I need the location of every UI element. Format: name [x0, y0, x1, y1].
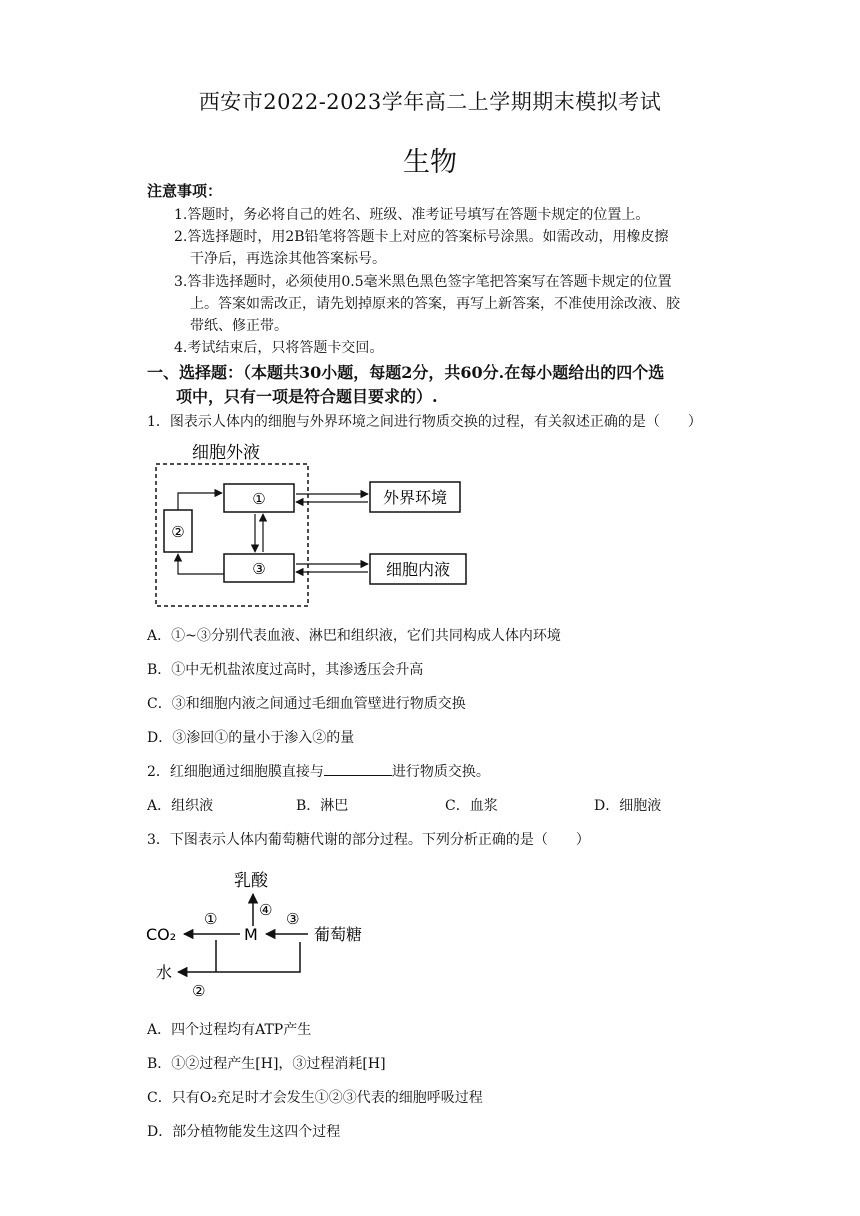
lactic-acid-label: 乳酸 — [234, 871, 268, 891]
question-1-option-c: C．③和细胞内液之间通过毛细血管壁进行物质交换 — [147, 696, 466, 712]
answer-blank — [324, 761, 392, 776]
question-2-option-a: A．组织液 — [147, 798, 214, 814]
question-2-option-c: C．血浆 — [445, 798, 498, 814]
box-3-label: ③ — [252, 560, 266, 578]
notice-item: 2.答选择题时，用2B铅笔将答题卡上对应的答案标号涂黑。如需改动，用橡皮擦 — [174, 229, 669, 245]
question-1-stem: 1．图表示人体内的细胞与外界环境之间进行物质交换的过程，有关叙述正确的是（ ） — [147, 414, 702, 430]
process-3-label: ③ — [286, 910, 300, 928]
extracellular-fluid-label: 细胞外液 — [192, 443, 260, 463]
question-1-option-a: A．①~③分别代表血液、淋巴和组织液，它们共同构成人体内环境 — [147, 628, 561, 644]
external-environment-label: 外界环境 — [382, 488, 448, 507]
question-3-option-b: B．①②过程产生[H]，③过程消耗[H] — [147, 1056, 386, 1072]
question-2-stem-part2: 进行物质交换。 — [391, 764, 490, 780]
question-3-option-d: D．部分植物能发生这四个过程 — [147, 1124, 341, 1140]
m-label: M — [244, 925, 258, 944]
process-1-label: ① — [204, 910, 218, 928]
subject-title: 生物 — [403, 147, 457, 178]
question-2-stem — [147, 761, 490, 781]
process-4-label: ④ — [259, 901, 273, 919]
question-2-option-d: D．细胞液 — [594, 798, 662, 814]
notice-item: 1.答题时，务必将自己的姓名、班级、准考证号填写在答题卡规定的位置上。 — [174, 207, 650, 223]
notice-item: 干净后，再选涂其他答案标号。 — [190, 251, 386, 267]
intracellular-fluid-label: 细胞内液 — [385, 560, 451, 579]
notice-item: 3.答非选择题时，必须使用0.5毫米黑色黑色签字笔把答案写在答题卡规定的位置 — [174, 274, 672, 290]
body-fluid-diagram — [150, 438, 480, 610]
question-1-option-b: B．①中无机盐浓度过高时，其渗透压会升高 — [147, 662, 424, 678]
section-heading-line2: 项中，只有一项是符合题目要求的）. — [176, 387, 438, 406]
question-3-option-c: C．只有O₂充足时才会发生①②③代表的细胞呼吸过程 — [147, 1090, 483, 1106]
section-heading-line1: 一、选择题：（本题共30小题，每题2分，共60分.在每小题给出的四个选 — [147, 363, 665, 382]
question-3-option-a: A．四个过程均有ATP产生 — [147, 1022, 312, 1038]
question-1-option-d: D．③渗回①的量小于渗入②的量 — [147, 730, 355, 746]
notice-item: 带纸、修正带。 — [190, 318, 288, 334]
question-2-stem-part1: 2．红细胞通过细胞膜直接与 — [147, 764, 324, 780]
glucose-label: 葡萄糖 — [314, 925, 363, 944]
question-2-option-b: B．淋巴 — [296, 798, 349, 814]
exam-title: 西安市2022-2023学年高二上学期期末模拟考试 — [198, 90, 662, 114]
water-label: 水 — [156, 963, 173, 982]
box-1-label: ① — [252, 490, 266, 508]
notice-heading: 注意事项： — [147, 182, 223, 200]
question-3-stem: 3．下图表示人体内葡萄糖代谢的部分过程。下列分析正确的是（ ） — [147, 832, 590, 848]
co2-label: CO₂ — [146, 925, 177, 944]
glucose-metabolism-diagram — [140, 858, 380, 1006]
process-2-label: ② — [192, 982, 206, 1000]
notice-item: 上。答案如需改正，请先划掉原来的答案，再写上新答案，不准使用涂改液、胶 — [190, 296, 680, 312]
notice-item: 4.考试结束后，只将答题卡交回。 — [174, 340, 384, 356]
box-2-label: ② — [171, 523, 185, 541]
